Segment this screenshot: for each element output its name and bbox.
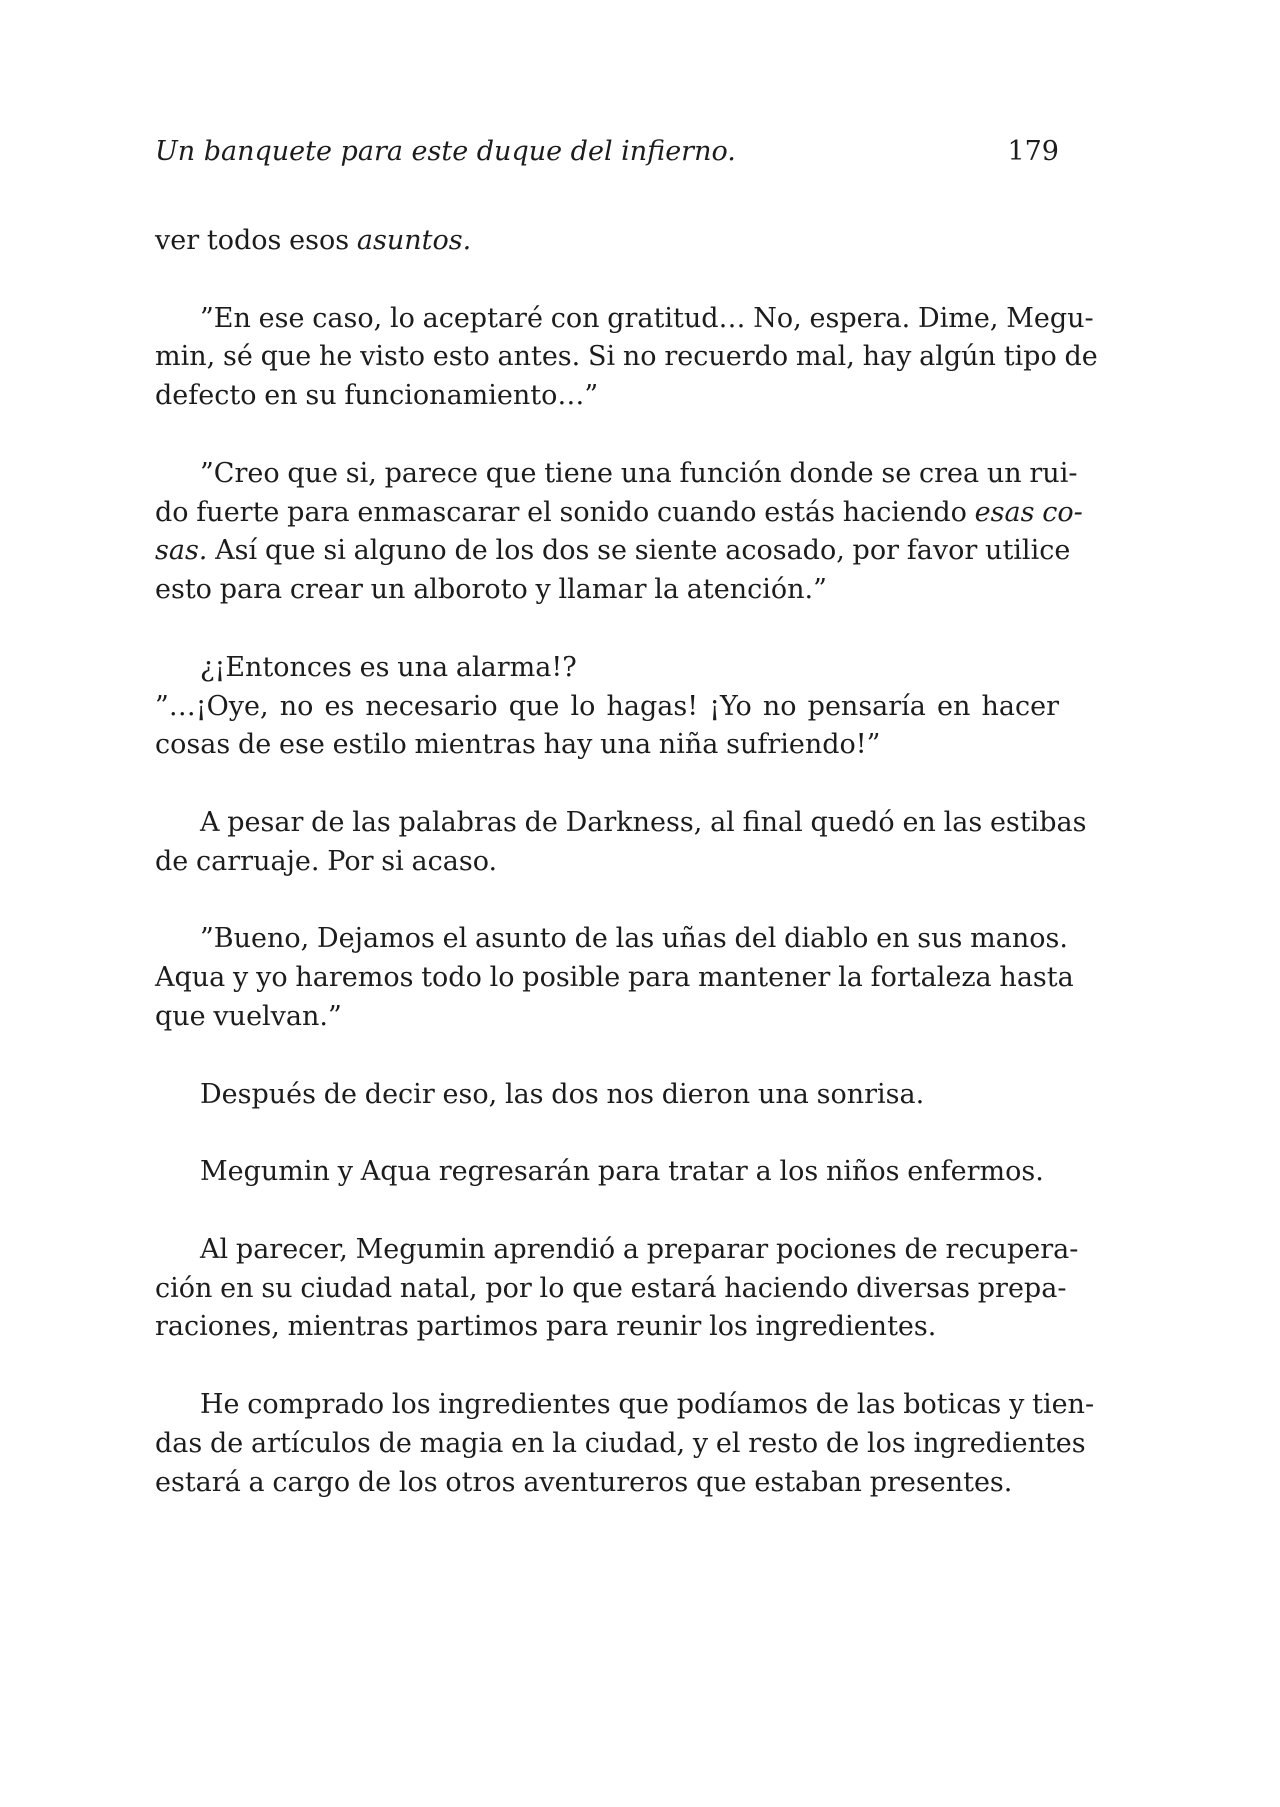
paragraph: [155, 1386, 1095, 1502]
text-run: que vuelvan.”: [155, 1000, 342, 1032]
text-line: [155, 688, 1059, 727]
text-line: [155, 1076, 1059, 1115]
paragraph: [155, 1153, 1059, 1192]
paragraph: [155, 688, 1059, 766]
text-line: [155, 1464, 1059, 1503]
text-run: cosas de ese estilo mientras hay una niña sufriendo!”: [155, 729, 881, 761]
page-number: 179: [1007, 136, 1059, 167]
running-title: Un banquete para este duque del infierno.: [155, 136, 736, 167]
text-line: [155, 377, 1059, 416]
text-run: Al parecer, Megumin aprendió a preparar pociones de recupera-: [200, 1233, 1079, 1265]
paragraph: [155, 1231, 1079, 1347]
book-page: [155, 0, 1098, 1807]
text-run: ción en su ciudad natal, por lo que estará haciendo diversas prepa-: [155, 1272, 1067, 1304]
text-run: raciones, mientras partimos para reunir los ingredientes.: [155, 1311, 937, 1343]
text-line: [155, 455, 1078, 494]
italic-text: sas.: [155, 535, 208, 567]
text-line: [155, 843, 1059, 882]
text-line: [155, 532, 1071, 571]
text-line: [155, 649, 1059, 688]
text-line: [155, 1425, 1086, 1464]
italic-text: esas co-: [974, 496, 1083, 528]
paragraph: [155, 1076, 1059, 1115]
text-run: min, sé que he visto esto antes. Si no recuerdo mal, hay algún tipo de: [155, 341, 1098, 373]
body-text: [155, 222, 1098, 1541]
text-run: ”…¡Oye, no es necesario que lo hagas! ¡Yo no pensaría en hacer: [155, 690, 1059, 722]
text-run: do fuerte para enmascarar el sonido cuando estás haciendo: [155, 496, 975, 528]
text-line: [155, 959, 1074, 998]
text-run: Así que si alguno de los dos se siente acosado, por favor utilice: [207, 535, 1071, 567]
text-run: ”Bueno, Dejamos el asunto de las uñas del diablo en sus manos.: [200, 923, 1068, 955]
text-line: [155, 494, 1083, 533]
paragraph: [155, 300, 1098, 416]
text-line: [155, 1308, 1059, 1347]
text-line: [155, 222, 1059, 261]
text-line: [155, 1153, 1059, 1192]
text-run: esto para crear un alboroto y llamar la atención.”: [155, 574, 827, 606]
text-run: A pesar de las palabras de Darkness, al final quedó en las estibas: [200, 806, 1087, 838]
text-run: das de artículos de magia en la ciudad, y el resto de los ingredientes: [155, 1427, 1086, 1459]
paragraph: [155, 649, 1059, 688]
text-line: [155, 1231, 1079, 1270]
running-header: [155, 132, 1059, 172]
text-run: ver todos esos: [155, 225, 357, 256]
text-run: He comprado los ingredientes que podíamos de las boticas y tien-: [200, 1388, 1095, 1420]
text-run: ”Creo que si, parece que tiene una función donde se crea un rui-: [200, 457, 1078, 489]
text-line: [155, 1270, 1067, 1309]
text-line: [155, 338, 1098, 377]
text-run: ¿¡Entonces es una alarma!?: [200, 651, 577, 683]
text-run: defecto en su funcionamiento…”: [155, 380, 599, 412]
italic-text: asuntos.: [356, 225, 472, 256]
text-run: estará a cargo de los otros aventureros que estaban presentes.: [155, 1466, 1013, 1498]
paragraph: [155, 222, 1059, 261]
text-run: ”En ese caso, lo aceptaré con gratitud… No, espera. Dime, Megu-: [200, 302, 1094, 334]
text-line: [155, 571, 1059, 610]
text-line: [155, 726, 1059, 765]
text-line: [155, 1386, 1095, 1425]
text-line: [155, 998, 1059, 1037]
text-line: [155, 920, 1068, 959]
text-run: Megumin y Aqua regresarán para tratar a los niños enfermos.: [200, 1156, 1044, 1188]
paragraph: [155, 920, 1074, 1036]
text-run: Aqua y yo haremos todo lo posible para mantener la fortaleza hasta: [155, 962, 1074, 994]
text-line: [155, 804, 1087, 843]
text-line: [155, 300, 1094, 339]
text-run: de carruaje. Por si acaso.: [155, 845, 498, 877]
paragraph: [155, 804, 1087, 882]
paragraph: [155, 455, 1083, 610]
text-run: Después de decir eso, las dos nos dieron una sonrisa.: [200, 1078, 925, 1110]
